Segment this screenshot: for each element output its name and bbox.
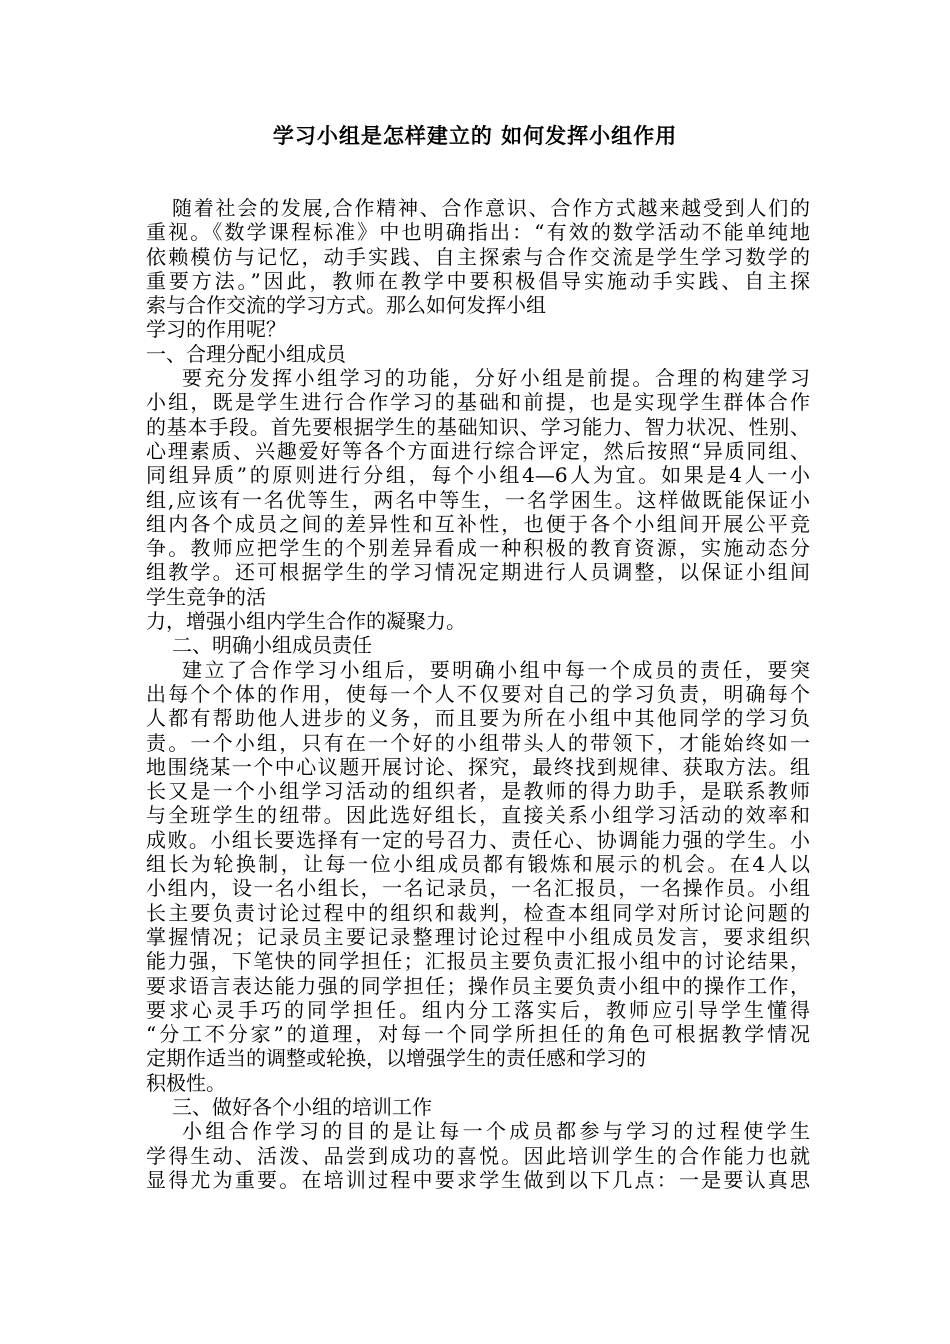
text-line: 能力强，下笔快的同学担任；汇报员主要负责汇报小组中的讨论结果， [146, 949, 810, 974]
text-line: 学得生动、活泼、品尝到成功的喜悦。因此培训学生的合作能力也就 [146, 1143, 810, 1168]
text-line: 成败。小组长要选择有一定的号召力、责任心、协调能力强的学生。小 [146, 827, 810, 852]
text-line: 二、明确小组成员责任 [172, 633, 372, 658]
text-line: 三、做好各个小组的培训工作 [172, 1094, 432, 1119]
text-line: 责。一个小组，只有在一个好的小组带头人的带领下，才能始终如一 [146, 730, 810, 755]
text-line: 学习的作用呢？ [146, 317, 286, 342]
text-line: 力，增强小组内学生合作的凝聚力。 [146, 609, 466, 634]
document-body [146, 196, 810, 1192]
text-line: 定期作适当的调整或轮换，以增强学生的责任感和学习的 [146, 1046, 646, 1071]
text-line: 依赖模仿与记忆，动手实践、自主探索与合作交流是学生学习数学的 [146, 244, 810, 269]
text-line: 组内各个成员之间的差异性和互补性，也便于各个小组间开展公平竞 [146, 511, 810, 536]
text-line: 长又是一个小组学习活动的组织者，是教师的得力助手，是联系教师 [146, 779, 810, 804]
text-line: 地围绕某一个中心议题开展讨论、探究，最终找到规律、获取方法。组 [146, 754, 810, 779]
text-line: 掌握情况；记录员主要记录整理讨论过程中小组成员发言，要求组织 [146, 924, 810, 949]
text-line: 组长为轮换制，让每一位小组成员都有锻炼和展示的机会。在4人以 [146, 852, 810, 877]
text-line: 重视。《数学课程标准》中也明确指出：“有效的数学活动不能单纯地 [146, 220, 810, 245]
text-line: 学生竞争的活 [146, 584, 266, 609]
text-line: 积极性。 [146, 1070, 226, 1095]
text-line: 要求心灵手巧的同学担任。组内分工落实后，教师应引导学生懂得 [146, 997, 810, 1022]
text-line: 人都有帮助他人进步的义务，而且要为所在小组中其他同学的学习负 [146, 706, 810, 731]
text-line: 要求语言表达能力强的同学担任；操作员主要负责小组中的操作工作， [146, 973, 810, 998]
document-title: 学习小组是怎样建立的 如何发挥小组作用 [272, 124, 678, 148]
text-line: 与全班学生的纽带。因此选好组长，直接关系小组学习活动的效率和 [146, 803, 810, 828]
text-line: 心理素质、兴趣爱好等各个方面进行综合评定，然后按照“异质同组、 [146, 438, 810, 463]
text-line: 显得尤为重要。在培训过程中要求学生做到以下几点：一是要认真思 [146, 1167, 810, 1192]
text-line: 要充分发挥小组学习的功能，分好小组是前提。合理的构建学习 [182, 366, 810, 391]
text-line: 小组合作学习的目的是让每一个成员都参与学习的过程使学生 [182, 1119, 810, 1144]
text-line: 小组内，设一名小组长，一名记录员，一名汇报员，一名操作员。小组 [146, 876, 810, 901]
text-line: 争。教师应把学生的个别差异看成一种积极的教育资源，实施动态分 [146, 536, 810, 561]
text-line: 随着社会的发展,合作精神、合作意识、合作方式越来越受到人们的 [172, 196, 810, 220]
text-line: 小组，既是学生进行合作学习的基础和前提，也是实现学生群体合作 [146, 390, 810, 415]
text-line: 索与合作交流的学习方式。那么如何发挥小组 [146, 293, 546, 318]
text-line: 的基本手段。首先要根据学生的基础知识、学习能力、智力状况、性别、 [146, 414, 810, 439]
text-line: “分工不分家”的道理，对每一个同学所担任的角色可根据教学情况 [146, 1022, 810, 1047]
text-line: 同组异质”的原则进行分组，每个小组4—6人为宜。如果是4人一小 [146, 463, 810, 488]
text-line: 建立了合作学习小组后，要明确小组中每一个成员的责任，要突 [182, 657, 810, 682]
text-line: 重要方法。”因此，教师在教学中要积极倡导实施动手实践、自主探 [146, 268, 810, 293]
text-line: 长主要负责讨论过程中的组织和裁判，检查本组同学对所讨论问题的 [146, 900, 810, 925]
text-line: 组教学。还可根据学生的学习情况定期进行人员调整，以保证小组间 [146, 560, 810, 585]
text-line: 出每个个体的作用，使每一个人不仅要对自己的学习负责，明确每个 [146, 681, 810, 706]
text-line: 组,应该有一名优等生，两名中等生，一名学困生。这样做既能保证小 [146, 487, 810, 512]
text-line: 一、合理分配小组成员 [146, 341, 346, 366]
